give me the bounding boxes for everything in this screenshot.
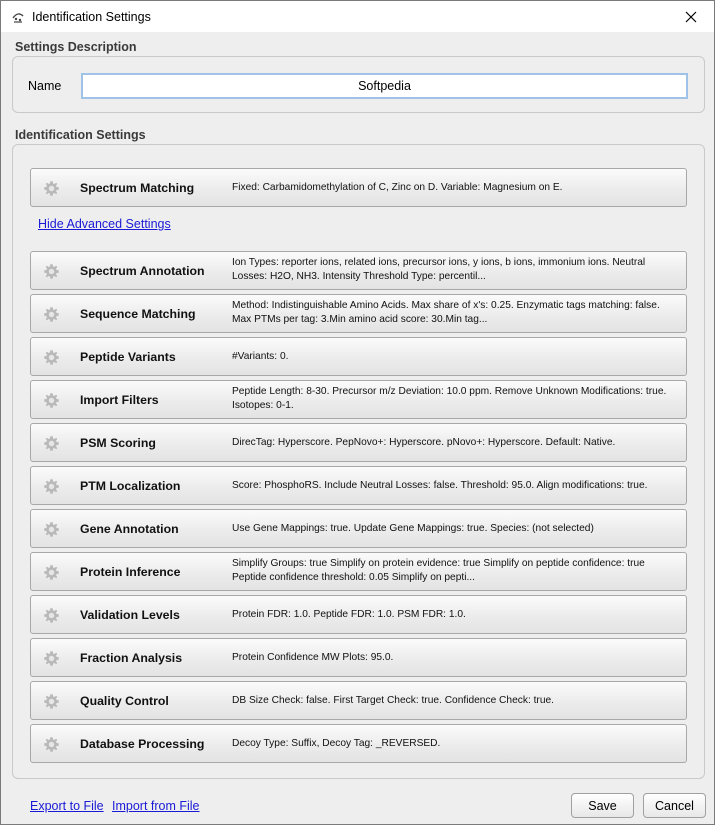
setting-label: Sequence Matching xyxy=(80,306,196,321)
gear-icon xyxy=(43,693,60,710)
app-icon xyxy=(10,9,26,25)
setting-label: Database Processing xyxy=(80,736,205,751)
gear-icon xyxy=(43,349,60,366)
gear-icon xyxy=(43,607,60,624)
gear-icon xyxy=(43,306,60,323)
setting-description: Use Gene Mappings: true. Update Gene Mappings: true. Species: (not selected) xyxy=(232,523,594,534)
setting-import-filters[interactable] xyxy=(30,380,687,419)
setting-label: Quality Control xyxy=(80,693,169,708)
setting-label: Spectrum Annotation xyxy=(80,263,205,278)
setting-description: Peptide Length: 8-30. Precursor m/z Deviation: 10.0 ppm. Remove Unknown Modifications: true. Isotopes: 0-1. xyxy=(232,386,667,411)
name-label: Name xyxy=(28,79,62,93)
setting-label: Spectrum Matching xyxy=(80,180,195,195)
setting-label: PSM Scoring xyxy=(80,435,156,450)
setting-ptm-localization[interactable] xyxy=(30,466,687,505)
export-to-file-link[interactable]: Export to File xyxy=(30,799,104,813)
setting-psm-scoring[interactable] xyxy=(30,423,687,462)
cancel-button[interactable]: Cancel xyxy=(643,793,706,818)
setting-description: #Variants: 0. xyxy=(232,351,289,362)
setting-gene-annotation[interactable] xyxy=(30,509,687,548)
setting-spectrum-matching[interactable] xyxy=(30,168,687,207)
setting-fraction-analysis[interactable] xyxy=(30,638,687,677)
gear-icon xyxy=(43,478,60,495)
gear-icon xyxy=(43,180,60,197)
name-input[interactable] xyxy=(81,73,688,99)
setting-description: Simplify Groups: true Simplify on protein evidence: true Simplify on peptide confidence: true Peptide confidence threshold: 0.05 Simplify on pepti... xyxy=(232,558,645,583)
gear-icon xyxy=(43,435,60,452)
setting-label: PTM Localization xyxy=(80,478,181,493)
setting-peptide-variants[interactable] xyxy=(30,337,687,376)
gear-icon xyxy=(43,521,60,538)
setting-spectrum-annotation[interactable] xyxy=(30,251,687,290)
gear-icon xyxy=(43,263,60,280)
gear-icon xyxy=(43,564,60,581)
save-button[interactable]: Save xyxy=(571,793,634,818)
window-title: Identification Settings xyxy=(32,9,151,24)
setting-description: DirecTag: Hyperscore. PepNovo+: Hyperscore. pNovo+: Hyperscore. Default: Native. xyxy=(232,437,616,448)
settings-description-heading: Settings Description xyxy=(15,40,137,54)
close-button[interactable] xyxy=(668,1,714,32)
setting-description: Method: Indistinguishable Amino Acids. Max share of x's: 0.25. Enzymatic tags matching: false. Max PTMs per tag: 3.Min amino acid score: 30.Min tag... xyxy=(232,300,660,325)
gear-icon xyxy=(43,736,60,753)
setting-description: Protein FDR: 1.0. Peptide FDR: 1.0. PSM FDR: 1.0. xyxy=(232,609,466,620)
setting-validation-levels[interactable] xyxy=(30,595,687,634)
setting-description: Score: PhosphoRS. Include Neutral Losses: false. Threshold: 95.0. Align modifications: true. xyxy=(232,480,648,491)
gear-icon xyxy=(43,392,60,409)
identification-settings-heading: Identification Settings xyxy=(15,128,146,142)
gear-icon xyxy=(43,650,60,667)
setting-sequence-matching[interactable] xyxy=(30,294,687,333)
title-bar xyxy=(1,1,714,32)
setting-description: Fixed: Carbamidomethylation of C, Zinc on D. Variable: Magnesium on E. xyxy=(232,182,563,193)
setting-description: Ion Types: reporter ions, related ions, precursor ions, y ions, b ions, immonium ions. Neutral Losses: H2O, NH3. Intensity Threshold Type: percentil... xyxy=(232,257,646,282)
setting-label: Protein Inference xyxy=(80,564,181,579)
setting-description: DB Size Check: false. First Target Check: true. Confidence Check: true. xyxy=(232,695,554,706)
setting-description: Protein Confidence MW Plots: 95.0. xyxy=(232,652,394,663)
setting-database-processing[interactable] xyxy=(30,724,687,763)
setting-label: Peptide Variants xyxy=(80,349,176,364)
close-icon xyxy=(685,11,697,23)
hide-advanced-settings-link[interactable]: Hide Advanced Settings xyxy=(38,217,171,231)
setting-label: Validation Levels xyxy=(80,607,180,622)
setting-quality-control[interactable] xyxy=(30,681,687,720)
setting-label: Gene Annotation xyxy=(80,521,179,536)
import-from-file-link[interactable]: Import from File xyxy=(112,799,200,813)
setting-label: Import Filters xyxy=(80,392,159,407)
setting-label: Fraction Analysis xyxy=(80,650,183,665)
setting-description: Decoy Type: Suffix, Decoy Tag: _REVERSED. xyxy=(232,738,441,749)
setting-protein-inference[interactable] xyxy=(30,552,687,591)
